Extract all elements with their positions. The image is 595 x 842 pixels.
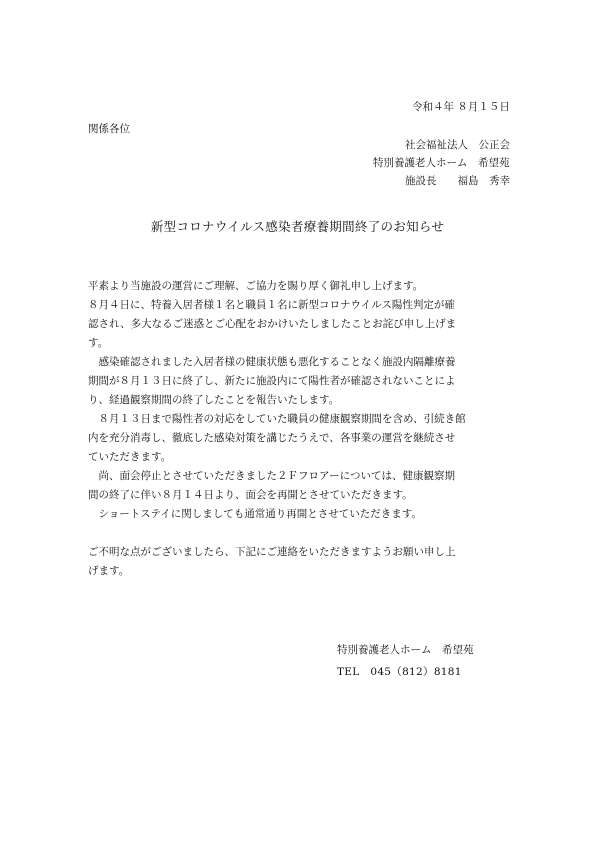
recipient-line: 関係各位: [88, 123, 130, 135]
body-line: 尚、面会停止とさせていただきました２Ｆフロアーについては、健康観察期: [98, 470, 455, 482]
contact-facility: 特別養護老人ホーム 希望苑: [337, 644, 474, 656]
body-line: 内を充分消毒し、徹底した感染対策を講じたうえで、各事業の運営を継続させ: [88, 432, 456, 444]
sender-facility: 特別養護老人ホーム 希望苑: [373, 157, 510, 169]
body-line: 感染確認されました入居者様の健康状態も悪化することなく施設内隔離療養: [98, 356, 456, 368]
body-line: 間の終了に伴い８月１４日より、面会を再開とさせていただきます。: [88, 489, 413, 501]
sender-organization: 社会福祉法人 公正会: [405, 139, 510, 151]
body-line: 認され、多大なるご迷惑とご心配をおかけいたしましたことお詫び申し上げま: [88, 318, 457, 330]
paragraph-gap: [88, 524, 508, 543]
body-line: 期間が８月１３日に終了し、新たに施設内にて陽性者が確認されないことによ: [88, 375, 456, 387]
body-line: り、経過観察期間の終了したことを報告いたします。: [88, 394, 340, 406]
body-line: 平素より当施設の運営にご理解、ご協力を賜り厚く御礼申し上げます。: [88, 280, 424, 292]
body-line: ８月４日に、特養入居者様１名と職員１名に新型コロナウイルス陽性判定が確: [88, 299, 455, 311]
notice-body: [88, 277, 508, 581]
notice-title: 新型コロナウイルス感染者療養期間終了のお知らせ: [150, 219, 445, 234]
body-line: ていただきます。: [88, 451, 172, 463]
contact-telephone: TEL 045（812）8181: [337, 666, 462, 678]
body-line: げます。: [88, 565, 130, 577]
sender-director: 施設長 福島 秀幸: [405, 175, 510, 187]
body-line: ショートステイに関しましても通常通り再開とさせていただきます。: [98, 508, 422, 520]
body-line: ご不明な点がございましたら、下記にご連絡をいただきますようお願い申し上: [88, 546, 456, 558]
body-line: ８月１３日まで陽性者の対応をしていた職員の健康観察期間を含め、引続き館: [98, 413, 466, 425]
issue-date: 令和４年 ８月１５日: [412, 101, 510, 113]
body-line: す。: [88, 337, 109, 349]
